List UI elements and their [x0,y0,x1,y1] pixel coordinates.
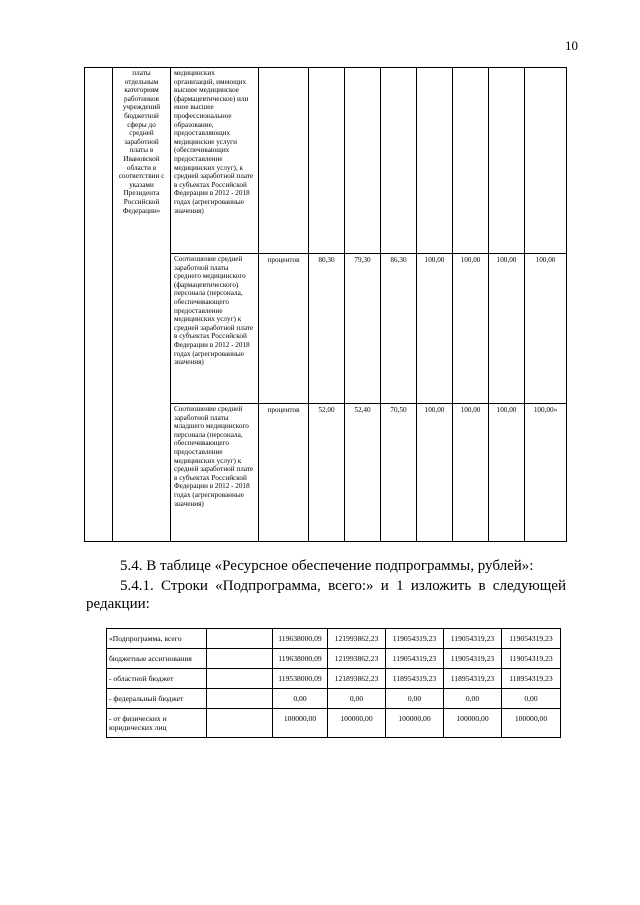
table-cell-empty [207,709,273,738]
value-cell: 100,00 [489,254,525,404]
value-cell: 100000,00 [328,709,386,738]
value-cell: 100000,00 [386,709,444,738]
table-row [107,629,561,649]
unit-cell: процентов [259,404,309,542]
value-cell [309,68,345,254]
value-cell: 119638000,09 [273,649,328,669]
value-cell: 0,00 [444,689,502,709]
value-cell: 121893862,23 [328,669,386,689]
value-cell: 100,00» [525,404,567,542]
unit-cell [259,68,309,254]
page-number: 10 [565,38,578,53]
resource-table [106,628,561,738]
table-row [107,709,561,738]
table-cell-empty [207,649,273,669]
value-cell: 100,00 [417,254,453,404]
value-cell [453,68,489,254]
value-cell: 70,50 [381,404,417,542]
value-cell: 118954319,23 [444,669,502,689]
value-cell: 52,00 [309,404,345,542]
value-cell [525,68,567,254]
value-cell [489,68,525,254]
value-cell: 0,00 [502,689,561,709]
value-cell: 119054319,23 [444,629,502,649]
value-cell: 100000,00 [273,709,328,738]
value-cell: 121993862,23 [328,649,386,669]
indicators-table [84,67,567,542]
paragraph-5-4-1: 5.4.1. Строки «Подпрограмма, всего:» и 1 изложить в следующей редакции: [86,578,566,612]
table-row [107,649,561,669]
value-cell: 100,00 [525,254,567,404]
value-cell: 118954319,23 [502,669,561,689]
value-cell: 100,00 [489,404,525,542]
value-cell [345,68,381,254]
table-row [107,669,561,689]
row-label: - федеральный бюджет [107,689,207,709]
value-cell: 0,00 [273,689,328,709]
row-label: «Подпрограмма, всего [107,629,207,649]
table-cell-empty [207,669,273,689]
value-cell: 119054319,23 [386,629,444,649]
value-cell: 119054319,23 [502,629,561,649]
indicator-description: медицинских организаций, имеющих высшее медицинское (фармацевтическое) или иное высшее профессиональное образование, предоставляющих медицинские услуги (обеспечивающих предоставление медицинских услуг), к средней заработной плате в субъектах Российской Федерации в 2012 - 2018 годах (агрегированные значения) [171,68,259,254]
value-cell [417,68,453,254]
table-row [107,689,561,709]
value-cell: 79,30 [345,254,381,404]
value-cell: 80,30 [309,254,345,404]
value-cell: 119638000,09 [273,629,328,649]
table-cell-empty [207,689,273,709]
value-cell: 100,00 [417,404,453,542]
value-cell: 100000,00 [444,709,502,738]
indicator-group-cell: платы отдельным категориям работников учреждений бюджетной сферы до средней заработной платы в Ивановской области в соответствии с указами Президента Российской Федерации» [113,68,171,542]
paragraph-5-4: 5.4. В таблице «Ресурсное обеспечение подпрограммы, рублей»: [120,558,534,574]
value-cell: 86,30 [381,254,417,404]
value-cell: 100,00 [453,254,489,404]
row-label: - областной бюджет [107,669,207,689]
indicator-description: Соотношение средней заработной платы младшего медицинского персонала (персонала, обеспечивающего предоставление медицинских услуг) к средней заработной плате в субъектах Российской Федерации в 2012 - 2018 годах (агрегированные значения) [171,404,259,542]
indicator-description: Соотношение средней заработной платы среднего медицинского (фармацевтического) персонала (персонала, обеспечивающего предоставление медицинских услуг) к средней заработной плате в субъектах Российской Федерации в 2012 - 2018 годах (агрегированные значения) [171,254,259,404]
value-cell: 100000,00 [502,709,561,738]
unit-cell: процентов [259,254,309,404]
value-cell: 0,00 [386,689,444,709]
table-row [85,68,567,254]
row-label: - от физических и юридических лиц [107,709,207,738]
value-cell: 52,40 [345,404,381,542]
row-label: бюджетные ассигнования [107,649,207,669]
value-cell: 118954319,23 [386,669,444,689]
value-cell: 119054319,23 [386,649,444,669]
value-cell: 100,00 [453,404,489,542]
value-cell: 119054319,23 [502,649,561,669]
value-cell: 0,00 [328,689,386,709]
value-cell: 119538000,09 [273,669,328,689]
table-cell-empty [207,629,273,649]
value-cell: 121993862,23 [328,629,386,649]
table-cell-empty [85,68,113,542]
value-cell [381,68,417,254]
value-cell: 119054319,23 [444,649,502,669]
